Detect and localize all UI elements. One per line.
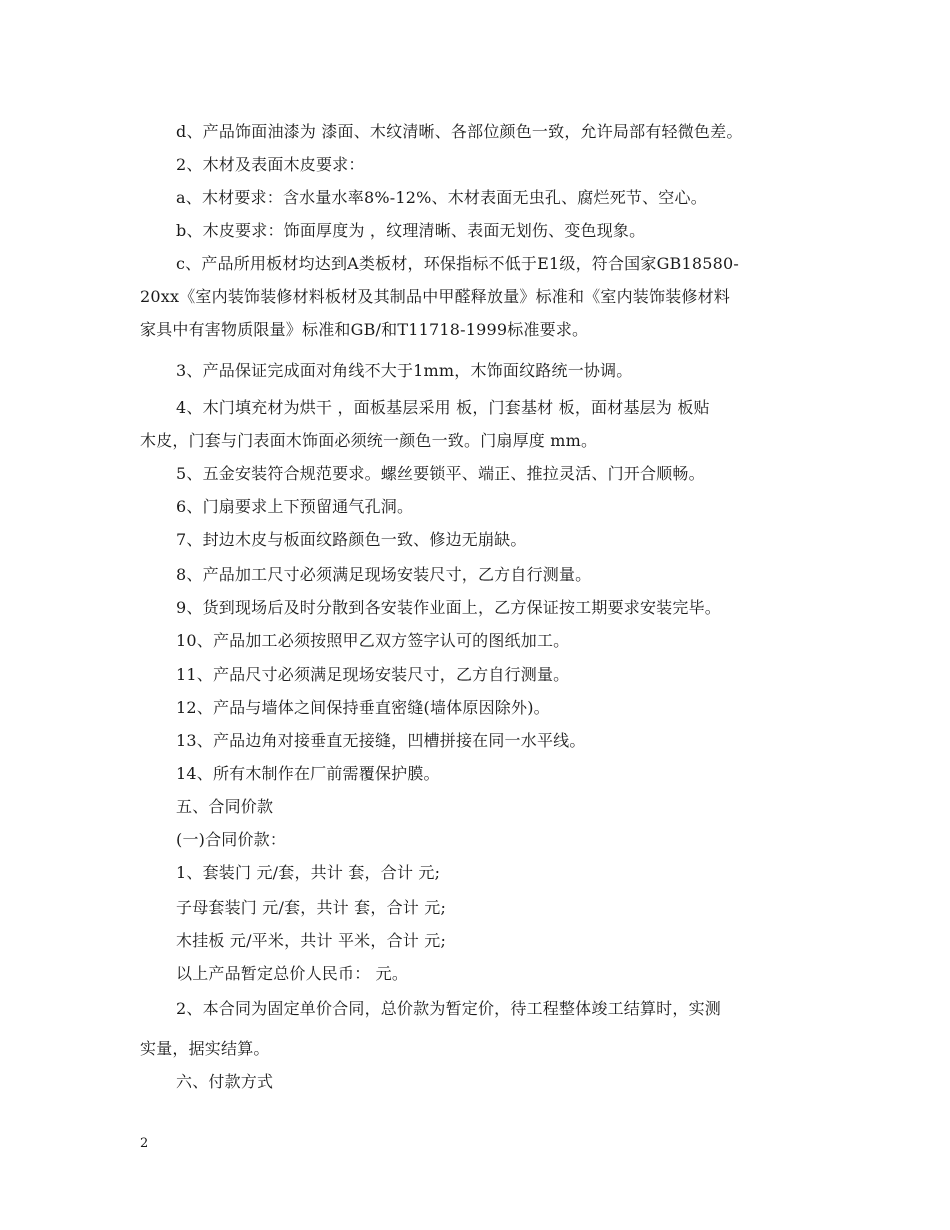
- paragraph-line: 14、所有木制作在厂前需覆保护膜。: [176, 764, 440, 783]
- paragraph-line: 子母套装门 元/套，共计 套，合计 元;: [176, 898, 447, 917]
- paragraph-line: 木皮，门套与门表面木饰面必须统一颜色一致。门扇厚度 mm。: [140, 431, 598, 450]
- section-heading: 六、付款方式: [176, 1072, 274, 1091]
- paragraph-line: 13、产品边角对接垂直无接缝，凹槽拼接在同一水平线。: [176, 731, 586, 750]
- section-heading: 五、合同价款: [176, 797, 274, 816]
- paragraph-line: d、产品饰面油漆为 漆面、木纹清晰、各部位颜色一致，允许局部有轻微色差。: [176, 122, 743, 141]
- paragraph-line: 3、产品保证完成面对角线不大于1mm，木饰面纹路统一协调。: [176, 361, 633, 380]
- paragraph-line: 木挂板 元/平米，共计 平米，合计 元;: [176, 931, 447, 950]
- paragraph-line: 以上产品暂定总价人民币： 元。: [176, 964, 409, 983]
- paragraph-line: 2、木材及表面木皮要求：: [176, 155, 365, 174]
- paragraph-line: 1、套装门 元/套，共计 套，合计 元;: [176, 863, 441, 882]
- paragraph-line: 5、五金安装符合规范要求。螺丝要锁平、端正、推拉灵活、门开合顺畅。: [176, 464, 705, 483]
- subsection-heading: (一)合同价款：: [176, 830, 287, 849]
- paragraph-line: 11、产品尺寸必须满足现场安装尺寸，乙方自行测量。: [176, 665, 570, 684]
- paragraph-line: a、木材要求：含水量水率8%-12%、木材表面无虫孔、腐烂死节、空心。: [176, 188, 707, 207]
- paragraph-line: 家具中有害物质限量》标准和GB/和T11718-1999标准要求。: [140, 320, 589, 339]
- paragraph-line: 20xx《室内装饰装修材料板材及其制品中甲醛释放量》标准和《室内装饰装修材料: [140, 287, 731, 306]
- paragraph-line: 4、木门填充材为烘干 ，面板基层采用 板，门套基材 板，面材基层为 板贴: [176, 398, 710, 417]
- paragraph-line: 10、产品加工必须按照甲乙双方签字认可的图纸加工。: [176, 631, 570, 650]
- paragraph-line: 2、本合同为固定单价合同，总价款为暂定价，待工程整体竣工结算时，实测: [176, 999, 721, 1018]
- paragraph-line: b、木皮要求：饰面厚度为 ，纹理清晰、表面无划伤、变色现象。: [176, 221, 646, 240]
- paragraph-line: 9、货到现场后及时分散到各安装作业面上，乙方保证按工期要求安装完毕。: [176, 598, 721, 617]
- paragraph-line: 7、封边木皮与板面纹路颜色一致、修边无崩缺。: [176, 530, 527, 549]
- paragraph-line: 6、门扇要求上下预留通气孔洞。: [176, 497, 414, 516]
- paragraph-line: 8、产品加工尺寸必须满足现场安装尺寸，乙方自行测量。: [176, 565, 592, 584]
- paragraph-line: c、产品所用板材均达到A类板材，环保指标不低于E1级，符合国家GB18580-: [176, 254, 740, 273]
- page-number: 2: [140, 1136, 149, 1151]
- paragraph-line: 12、产品与墙体之间保持垂直密缝(墙体原因除外)。: [176, 698, 550, 717]
- paragraph-line: 实量，据实结算。: [140, 1039, 270, 1058]
